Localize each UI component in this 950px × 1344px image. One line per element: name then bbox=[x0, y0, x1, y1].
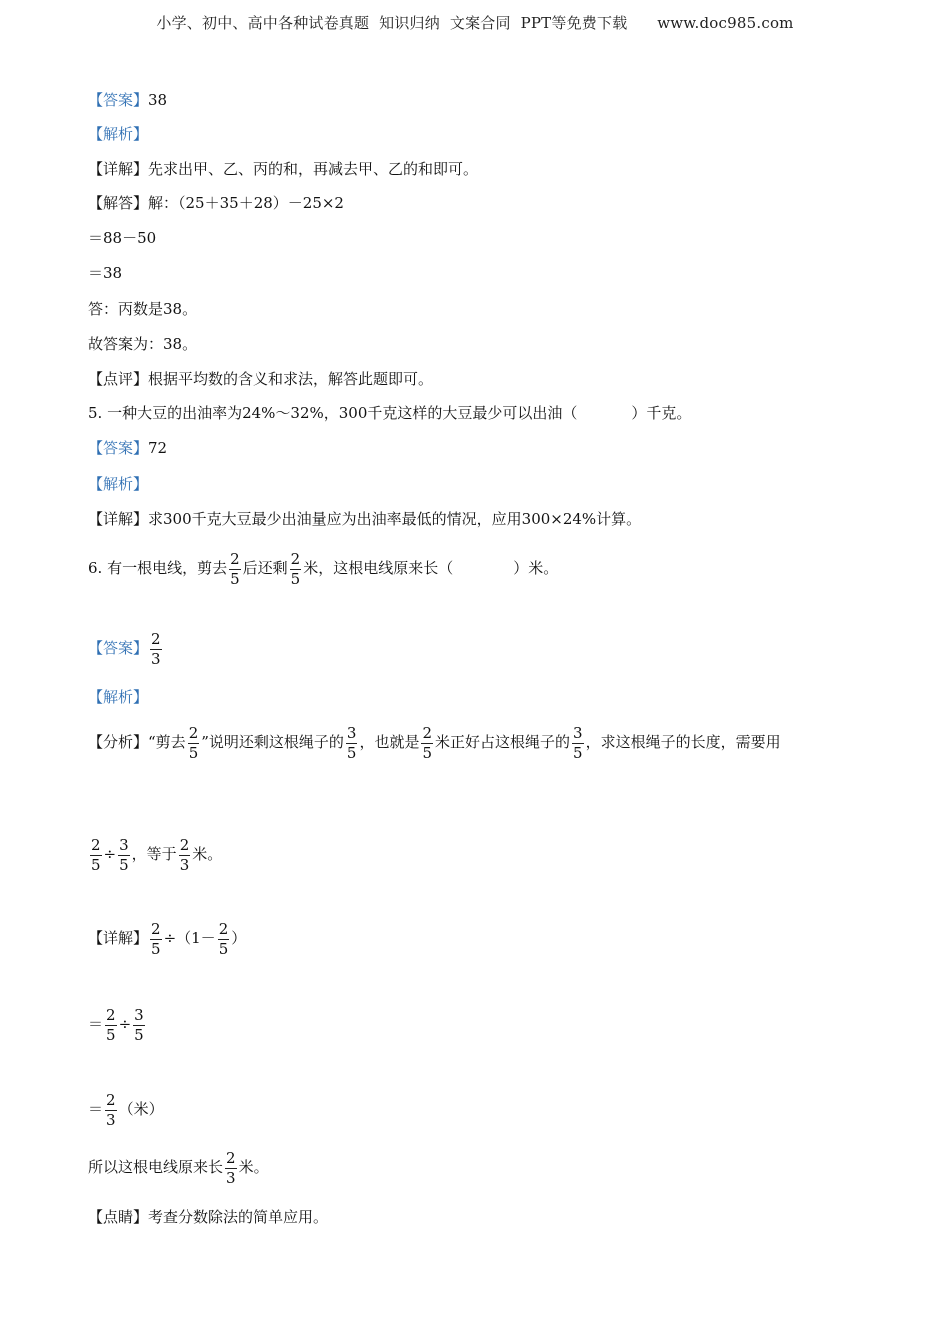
denominator: 5 bbox=[106, 1025, 116, 1044]
denominator: 5 bbox=[188, 743, 199, 762]
denominator: 5 bbox=[134, 1025, 144, 1044]
q4-step1: ＝88－50 bbox=[88, 229, 157, 247]
numerator: 2 bbox=[151, 919, 161, 938]
numerator: 2 bbox=[230, 549, 240, 568]
fraction bbox=[105, 1091, 117, 1130]
analysis-tag: 【解析】 bbox=[88, 125, 149, 143]
q6-step1 bbox=[88, 1002, 147, 1046]
denominator: 3 bbox=[151, 649, 161, 668]
fenxi-tag: 【分析】 bbox=[88, 733, 149, 751]
fraction bbox=[188, 724, 200, 763]
numerator: 3 bbox=[119, 835, 129, 854]
fraction bbox=[90, 836, 102, 875]
fraction bbox=[346, 724, 358, 763]
numerator: 2 bbox=[106, 1090, 116, 1109]
q4-answer-line bbox=[88, 90, 167, 110]
numerator: 2 bbox=[179, 835, 190, 854]
equals-sign: ＝ bbox=[88, 1015, 104, 1033]
solution-text: 解：（25＋35＋28）－25×2 bbox=[148, 194, 344, 212]
detail-text: 求300千克大豆最少出油量应为出油率最低的情况，应用300×24%计算。 bbox=[148, 510, 642, 528]
page-header: 小学、初中、高中各种试卷真题 知识归纳 文案合同 PPT等免费下载 www.doc985.com bbox=[156, 14, 794, 32]
fraction bbox=[421, 724, 433, 763]
q4-comment-line bbox=[88, 369, 433, 389]
conclusion-text: 所以这根电线原来长 bbox=[88, 1158, 224, 1176]
fraction bbox=[118, 836, 130, 875]
numerator: 3 bbox=[134, 1005, 144, 1024]
denominator: 5 bbox=[218, 939, 229, 958]
q6-question bbox=[88, 546, 558, 590]
comment-text: 根据平均数的含义和求法，解答此题即可。 bbox=[148, 370, 434, 388]
answer-tag: 【答案】 bbox=[88, 439, 149, 457]
numerator: 2 bbox=[226, 1148, 236, 1167]
numerator: 2 bbox=[290, 549, 301, 568]
conclusion-text: 米。 bbox=[238, 1158, 269, 1176]
equals-text: ，等于 bbox=[131, 845, 177, 863]
divide-sign: ÷ bbox=[103, 845, 117, 863]
q6-fenxi-continued bbox=[88, 832, 222, 876]
q6-answer-line bbox=[88, 626, 164, 670]
solution-tag: 【解答】 bbox=[88, 194, 149, 212]
answer-value: 38 bbox=[148, 91, 168, 109]
detail-tag: 【详解】 bbox=[88, 510, 149, 528]
q6-step2 bbox=[88, 1087, 164, 1131]
divide-sign: ÷ bbox=[163, 929, 177, 947]
numerator: 2 bbox=[106, 1005, 116, 1024]
divide-sign: ÷ bbox=[118, 1015, 132, 1033]
fraction bbox=[150, 630, 162, 669]
answer-tag: 【答案】 bbox=[88, 639, 149, 657]
denominator: 5 bbox=[573, 743, 583, 762]
fraction bbox=[225, 1149, 237, 1188]
numerator: 2 bbox=[218, 919, 229, 938]
q4-analysis-line bbox=[88, 124, 148, 144]
denominator: 5 bbox=[346, 743, 357, 762]
q6-conclusion bbox=[88, 1145, 269, 1189]
denominator: 3 bbox=[106, 1110, 116, 1129]
q4-detail-line bbox=[88, 159, 478, 179]
q5-question-text: 5. 一种大豆的出油率为24%～32%，300千克这样的大豆最少可以出油（ bbox=[88, 404, 578, 422]
q4-solution-line bbox=[88, 193, 344, 213]
q5-detail-line bbox=[88, 509, 641, 529]
numerator: 3 bbox=[573, 723, 583, 742]
denominator: 5 bbox=[422, 743, 433, 762]
numerator: 2 bbox=[188, 723, 199, 742]
answer-tag: 【答案】 bbox=[88, 91, 149, 109]
detail-text: 先求出甲、乙、丙的和，再减去甲、乙的和即可。 bbox=[148, 160, 479, 178]
fraction bbox=[133, 1006, 145, 1045]
fraction bbox=[229, 550, 241, 589]
paren-text: （1－ bbox=[176, 929, 216, 947]
detail-tag: 【详解】 bbox=[88, 929, 149, 947]
fenxi-text: ”说明还剩这根绳子的 bbox=[201, 733, 344, 751]
fraction bbox=[150, 920, 162, 959]
q6-question-text: 米，这根电线原来长（ bbox=[303, 559, 454, 577]
unit-text: 米。 bbox=[192, 845, 223, 863]
fraction bbox=[105, 1006, 117, 1045]
denominator: 5 bbox=[119, 855, 129, 874]
paren-text: ） bbox=[231, 929, 247, 947]
q6-fenxi-line bbox=[88, 720, 781, 764]
fraction bbox=[290, 550, 302, 589]
q5-question-tail: ）千克。 bbox=[631, 404, 692, 422]
q4-reply: 答：丙数是38。 bbox=[88, 300, 198, 318]
denominator: 5 bbox=[91, 855, 101, 874]
numerator: 2 bbox=[422, 723, 433, 742]
q4-conclusion: 故答案为：38。 bbox=[88, 335, 198, 353]
q6-point-line bbox=[88, 1207, 328, 1227]
fenxi-text: ，也就是 bbox=[359, 733, 420, 751]
q4-step2: ＝38 bbox=[88, 264, 123, 282]
q6-analysis-line bbox=[88, 687, 148, 707]
answer-value: 72 bbox=[148, 439, 168, 457]
point-tag: 【点睛】 bbox=[88, 1208, 149, 1226]
fenxi-text: “剪去 bbox=[148, 733, 186, 751]
detail-tag: 【详解】 bbox=[88, 160, 149, 178]
denominator: 5 bbox=[290, 569, 301, 588]
fraction bbox=[572, 724, 584, 763]
fraction bbox=[179, 836, 191, 875]
denominator: 3 bbox=[179, 855, 190, 874]
q6-question-text: 后还剩 bbox=[242, 559, 288, 577]
denominator: 3 bbox=[226, 1168, 236, 1187]
unit-text: （米） bbox=[118, 1100, 164, 1118]
numerator: 3 bbox=[346, 723, 357, 742]
numerator: 2 bbox=[151, 629, 161, 648]
point-text: 考查分数除法的简单应用。 bbox=[148, 1208, 329, 1226]
denominator: 5 bbox=[230, 569, 240, 588]
numerator: 2 bbox=[91, 835, 101, 854]
q6-question-tail: ）米。 bbox=[513, 559, 559, 577]
equals-sign: ＝ bbox=[88, 1100, 104, 1118]
q6-question-text: 6. 有一根电线，剪去 bbox=[88, 559, 228, 577]
denominator: 5 bbox=[151, 939, 161, 958]
fenxi-text: ，求这根绳子的长度，需要用 bbox=[585, 733, 781, 751]
analysis-tag: 【解析】 bbox=[88, 475, 149, 493]
q6-detail-line bbox=[88, 916, 246, 960]
comment-tag: 【点评】 bbox=[88, 370, 149, 388]
q5-answer-line bbox=[88, 438, 167, 458]
q5-question bbox=[88, 403, 691, 423]
q5-analysis-line bbox=[88, 474, 148, 494]
fenxi-text: 米正好占这根绳子的 bbox=[435, 733, 571, 751]
analysis-tag: 【解析】 bbox=[88, 688, 149, 706]
fraction bbox=[218, 920, 230, 959]
